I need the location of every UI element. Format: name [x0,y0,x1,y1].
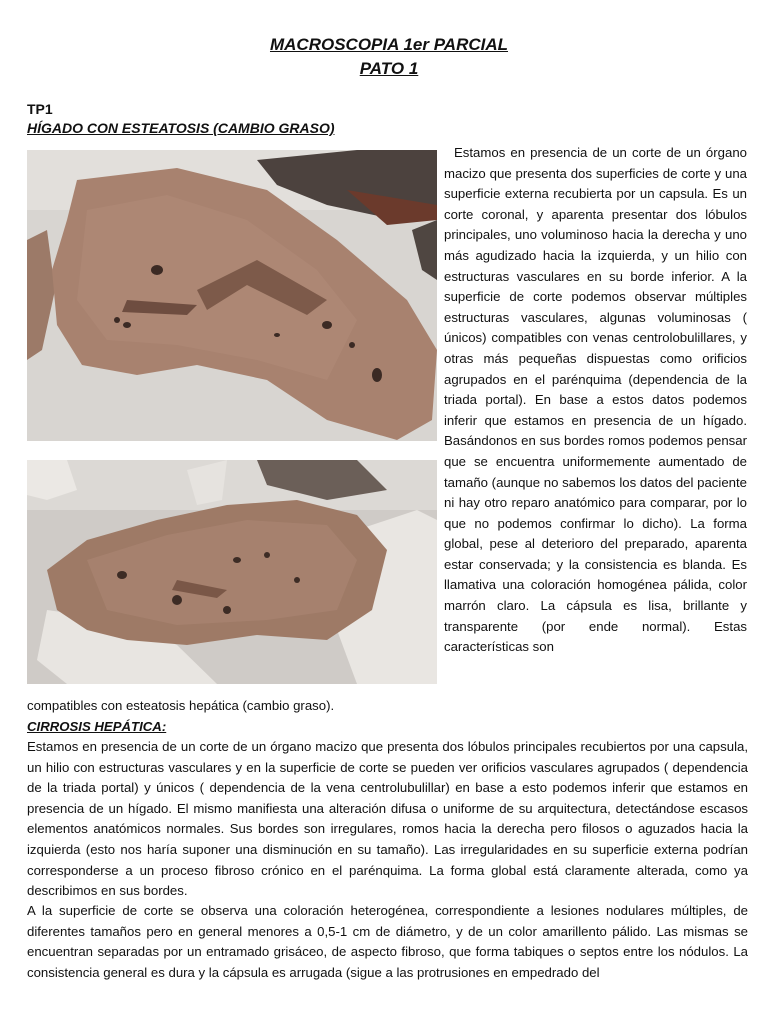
document-subtitle: PATO 1 [359,59,419,78]
cirrosis-paragraph-2 [27,901,748,987]
liver-steatosis-photo-2 [27,460,437,684]
steatosis-description [444,143,747,658]
cirrosis-paragraph-1-text: Estamos en presencia de un corte de un órgano macizo que presenta dos lóbulos principales recubiertos por una capsula, un hilio con estructuras vasculares y en la superficie de corte se pueden ver orificios vasculares agrupados ( dependencia de la triada portal) y únicos ( dependencia de la vena centrolubulillar) en base a esto podemos inferir que estamos en presencia de un hígado. El mismo manifiesta una alteración difusa o uniforme de su arquitectura, detectándose escasos elementos anatómicos normales. Sus bordes son irregulares, romos hacia la derecha pero filosos o aguzados hacia la izquierda (esto nos haría suponer una disminución en su tamaño). Las irregularidades en su superficie externa podrían corresponderse a un proceso fibroso crónico en el parénquima. La forma global está claramente alterada, como ya describimos en sus bordes. [27,739,748,899]
steatosis-paragraph: Estamos en presencia de un corte de un órgano macizo que presenta dos superficies de corte y una superficie externa recubierta por un capsula. Es un corte coronal, y aparenta presentar dos lóbulos principales, uno voluminoso hacia la derecha y uno más agudizado hacia la izquierda, y un hilio con estructuras vasculares en su borde inferior. A la superficie de corte podemos observar múltiples estructuras vasculares, algunas voluminosas ( únicos) compatibles con venas centrolobulillares, y otras más pequeñas dispuestas como orificios agrupados en el parénquima (dependencia de la triada portal). En base a estos datos podemos inferir que estamos en presencia de un hígado. Basándonos en sus bordes romos podemos pensar que se encuentra uniformemente aumentado de tamaño (aunque no sabemos los datos del paciente ni hay otro reparo anatómico para comparar, por lo que no podemos confirmar lo dicho). La forma global, pese al deterioro del preparado, aparenta estar conservada; y la consistencia es blanda. Es llamativa una coloración homogénea pálida, color marrón claro. La cápsula es lisa, brillante y transparente (por ende normal). Estas características son [444,145,747,655]
section-label: TP1 [27,101,53,117]
section-heading-esteatosis: HÍGADO CON ESTEATOSIS (CAMBIO GRASO) [27,120,335,136]
cirrosis-paragraph-1 [27,737,748,902]
section-heading-cirrosis: CIRROSIS HEPÁTICA: [27,719,167,734]
document-title: MACROSCOPIA 1er PARCIAL [269,35,509,54]
steatosis-paragraph-continuation: compatibles con esteatosis hepática (cambio graso). [27,698,335,713]
cirrosis-paragraph-2-text: A la superficie de corte se observa una coloración heterogénea, correspondiente a lesiones nodulares múltiples, de diferentes tamaños pero en general menores a 0,5-1 cm de diámetro, y de un color amarillento pálido. Las mismas se encuentran separadas por un entramado grisáceo, de aspecto fibroso, que forma tabiques o septos entre los nódulos. La consistencia general es dura y la cápsula es arrugada (sigue a las protrusiones en empedrado del [27,903,748,980]
liver-steatosis-photo-1 [27,150,437,441]
